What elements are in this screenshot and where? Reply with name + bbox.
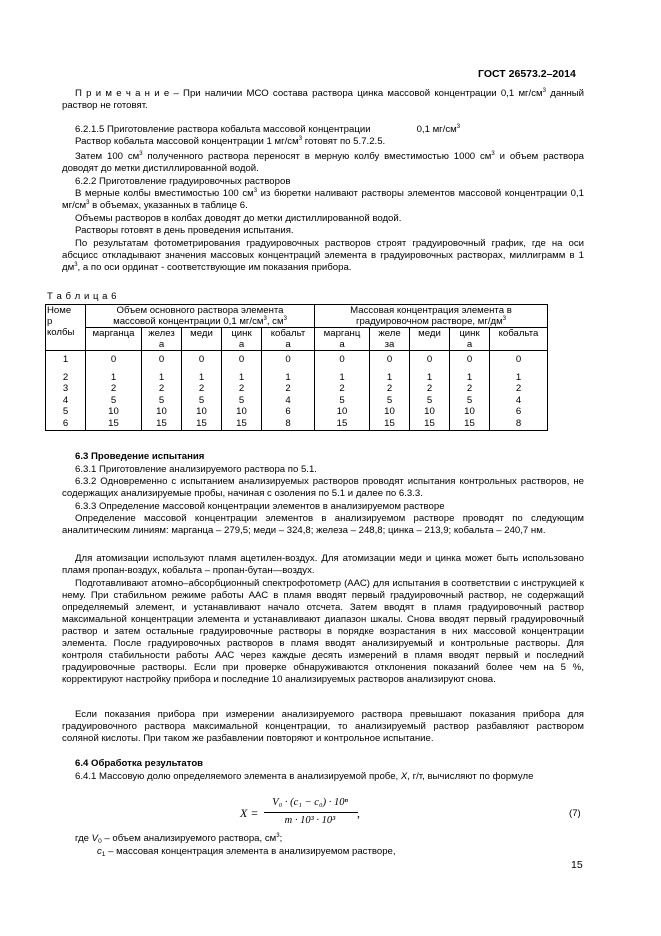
table-cell-value: 5 xyxy=(426,394,433,406)
table-cell-value: 5 xyxy=(62,406,69,418)
page-number: 15 xyxy=(571,859,583,871)
table-cell-value: 2 xyxy=(515,383,522,395)
cobalt-prep-paragraph: Раствор кобальта массовой концентрации 1 $мг/см^3$ готовят по 5.7.2.5. xyxy=(75,136,386,147)
table-cell-value: 2 xyxy=(110,383,117,395)
table-cell-value: 10 xyxy=(156,406,167,418)
table-cell-value: 10 xyxy=(424,406,435,418)
column-values xyxy=(86,351,142,431)
procedure-paragraph: Подготавливают атомно–абсорбционный спектрофотометр (ААС) для испытания в соответствии с инструкцией к нему. При стабильном режиме работы ААС в пламя вводят первый градуировочный раствор, не содержащий определяемый элемент, и устанавливают начало отсчета. Затем вводят в пламя градуировочный раствор максимальной концентрации элемента и устанавливают диапазон шкалы. Снова вводят первый градуировочный раствор и затем остальные градуировочные растворы в порядке возрастания в них массовой концентрации элемента. После градуировочных растворов в пламя вводят анализируемый и контрольные растворы. Для контроля стабильности работы ААС через каждые десять измерений в пламя вводят первый и последний градуировочные растворы. Если при проверке обнаруживаются отклонения показаний более чем на 5 %, корректируют настройку прибора и последние 10 анализируемых растворов анализируют снова. xyxy=(62,578,584,685)
formula-lhs: X = xyxy=(240,806,259,820)
subheader-cell: цинк а xyxy=(450,328,490,351)
table-cell-value: 0 xyxy=(238,354,245,365)
table-cell-value: 5 xyxy=(466,394,473,406)
header-flask-number: Номе р колбы xyxy=(46,305,86,351)
table-cell-value: 2 xyxy=(426,383,433,395)
table-cell-value: 2 xyxy=(339,383,345,395)
table-caption: Т а б л и ц а 6 xyxy=(47,291,117,302)
formula-comma: , xyxy=(357,806,360,820)
flasks-paragraph: В мерные колбы вместимостью 100 $см^3$ из бюретки наливают растворы элементов массовой концентрации 0,1 $мг/см^3$ в объемах, указанных в таблице 6. xyxy=(62,188,584,211)
where-c1-line: $c_1$ – массовая концентрация элемента в анализируемом растворе, xyxy=(97,846,396,858)
table-cell-value: 1 xyxy=(466,371,473,383)
table-body-row xyxy=(46,351,548,431)
table-cell-value: 0 xyxy=(198,354,205,365)
table-cell-value: 15 xyxy=(464,417,475,429)
table-cell-value: 10 xyxy=(108,406,119,418)
table-cell-value: 0 xyxy=(515,354,522,365)
table-cell-value: 1 xyxy=(158,371,165,383)
table-cell-value: 0 xyxy=(285,354,291,365)
section-6-3-2: 6.3.2 Одновременно с испытанием анализируемых растворов проводят испытания контрольных растворов, не содержащих анализируемые пробы, начиная с озоления по 5.1 и далее по 6.3.3. xyxy=(62,476,584,499)
subheader-cell: меди xyxy=(182,328,222,351)
note-paragraph: П р и м е ч а н и е – При наличии МСО состава раствора цинка массовой концентрации 0,1 $мг/см^3$ данный раствор не готовят. xyxy=(62,88,584,111)
table-cell-value: 15 xyxy=(336,417,348,429)
section-6-4-title: 6.4 Обработка результатов xyxy=(75,758,204,769)
table-cell-value: 15 xyxy=(384,417,395,429)
table-cell-value: 15 xyxy=(108,417,119,429)
column-values xyxy=(46,351,86,431)
table-cell-value: 2 xyxy=(285,383,291,395)
section-6-2-2-title: 6.2.2 Приготовление градуировочных растворов xyxy=(75,176,291,187)
table-cell-value: 0 xyxy=(466,354,473,365)
column-values xyxy=(450,351,490,431)
table-cell-value: 8 xyxy=(285,417,291,429)
subheader-cell: меди xyxy=(410,328,450,351)
table-cell-value: 15 xyxy=(196,417,207,429)
column-values xyxy=(182,351,222,431)
column-values xyxy=(262,351,315,431)
column-values xyxy=(490,351,548,431)
table-cell-value: 10 xyxy=(236,406,247,418)
flame-paragraph: Для атомизации используют пламя ацетилен-воздух. Для атомизации меди и цинка может быть использовано пламя пропан-воздух, кобальта – пропан-бутан—воздух. xyxy=(62,553,584,576)
table-cell-value: 0 xyxy=(110,354,117,365)
column-values xyxy=(410,351,450,431)
subheader-cell: марганц а xyxy=(315,328,370,351)
table-cell-value: 2 xyxy=(386,383,393,395)
table-cell-value: 1 xyxy=(339,371,345,383)
table-cell-value: 5 xyxy=(198,394,205,406)
table-cell-value: 1 xyxy=(285,371,291,383)
transfer-paragraph: Затем 100 $см^3$ полученного раствора переносят в мерную колбу вместимостью 1000 $см^3$ и объем раствора доводят до метки дистиллированной водой. xyxy=(62,151,584,174)
dilution-paragraph: Если показания прибора при измерении анализируемого раствора превышают показания прибора для градуировочного раствора максимальной концентрации, то анализируемый раствор разбавляют раствором соляной кислоты. При таком же разбавлении повторяют и контрольное испытание. xyxy=(62,709,584,744)
volumes-paragraph: Объемы растворов в колбах доводят до метки дистиллированной водой. xyxy=(75,213,402,224)
formula-numerator: V₀ · (c₁ − c₀) · 10ⁿ xyxy=(272,797,348,808)
table-cell-value: 8 xyxy=(515,417,522,429)
table-cell-value: 10 xyxy=(384,406,395,418)
table-cell-value: 5 xyxy=(110,394,117,406)
column-values xyxy=(370,351,410,431)
graph-paragraph: По результатам фотометрирования градуировочных растворов строят градуировочный график, где на оси абсцисс откладывают значения массовых концентраций элемента в градуировочных растворах, миллиграмм в 1 $дм^3$, а по оси ординат - соответствующие им показания прибора. xyxy=(62,238,584,273)
subheader-cell: желез а xyxy=(142,328,182,351)
table-cell-value: 10 xyxy=(336,406,348,418)
table-cell-value: 2 xyxy=(62,371,69,383)
table-cell-value: 2 xyxy=(158,383,165,395)
table-cell-value: 5 xyxy=(238,394,245,406)
table-cell-value: 2 xyxy=(466,383,473,395)
section-6-4-1: 6.4.1 Массовую долю определяемого элемента в анализируемой пробе, X, г/т, вычисляют по формуле xyxy=(75,771,534,782)
standard-header: ГОСТ 26573.2–2014 xyxy=(478,68,576,80)
header-volume: Объем основного раствора элемента массовой концентрации 0,1 $мг/см^3$, $см^3$ xyxy=(86,305,315,328)
table-cell-value: 2 xyxy=(198,383,205,395)
subheader-cell: цинк а xyxy=(222,328,262,351)
table-header-row xyxy=(46,305,548,328)
table-6 xyxy=(45,304,548,431)
column-values xyxy=(222,351,262,431)
table-cell-value: 5 xyxy=(158,394,165,406)
table-cell-value: 4 xyxy=(285,394,291,406)
table-cell-value: 5 xyxy=(386,394,393,406)
table-cell-value: 5 xyxy=(339,394,345,406)
column-values xyxy=(315,351,370,431)
table-cell-value: 4 xyxy=(515,394,522,406)
table-cell-value: 10 xyxy=(196,406,207,418)
table-cell-value: 15 xyxy=(236,417,247,429)
table-cell-value: 6 xyxy=(62,417,69,429)
table-cell-value: 0 xyxy=(426,354,433,365)
table-subheader-row xyxy=(46,328,548,351)
table-cell-value: 4 xyxy=(62,394,69,406)
column-values xyxy=(142,351,182,431)
table-cell-value: 1 xyxy=(386,371,393,383)
table-cell-value: 6 xyxy=(285,406,291,418)
section-6-3-1: 6.3.1 Приготовление анализируемого раствора по 5.1. xyxy=(75,464,317,475)
table-cell-value: 2 xyxy=(238,383,245,395)
subheader-cell: марганца xyxy=(86,328,142,351)
table-cell-value: 0 xyxy=(339,354,345,365)
subheader-cell: кобальт а xyxy=(262,328,315,351)
table-cell-value: 1 xyxy=(426,371,433,383)
table-cell-value: 3 xyxy=(62,383,69,395)
subheader-cell: желе за xyxy=(370,328,410,351)
fraction-bar xyxy=(264,812,358,813)
table-cell-value: 1 xyxy=(110,371,117,383)
table-cell-value: 1 xyxy=(515,371,522,383)
section-6-3-3: 6.3.3 Определение массовой концентрации элементов в анализируемом растворе xyxy=(75,501,445,512)
analytic-lines-paragraph: Определение массовой концентрации элементов в анализируемом растворе проводят по следующим аналитическим линиям: марганца – 279,5; меди – 324,8; железа – 248,8; цинка – 213,9; кобальта – 240,7 нм. xyxy=(62,513,584,536)
section-6-2-1-5: 6.2.1.5 Приготовление раствора кобальта массовой концентрации 0,1 $мг/см^3$ xyxy=(75,124,461,135)
formula-number: (7) xyxy=(569,808,581,819)
where-v0-line: где $V_0$ – объем анализируемого раствора, $см^3$; xyxy=(75,833,283,845)
table-cell-value: 15 xyxy=(156,417,167,429)
header-concentration: Массовая концентрация элемента в градуировочном растворе, $мг/дм^3$ xyxy=(315,305,548,328)
table-cell-value: 6 xyxy=(515,406,522,418)
table-cell-value: 0 xyxy=(386,354,393,365)
table-cell-value: 1 xyxy=(238,371,245,383)
subheader-cell: кобальта xyxy=(490,328,548,351)
table-cell-value: 10 xyxy=(464,406,475,418)
table-cell-value: 1 xyxy=(62,354,69,365)
table-cell-value: 1 xyxy=(198,371,205,383)
table-cell-value: 15 xyxy=(424,417,435,429)
prepared-day-paragraph: Растворы готовят в день проведения испытания. xyxy=(75,225,294,236)
formula-denominator: m · 10³ · 10³ xyxy=(284,815,336,826)
section-6-3-title: 6.3 Проведение испытания xyxy=(75,451,205,462)
table-cell-value: 0 xyxy=(158,354,165,365)
